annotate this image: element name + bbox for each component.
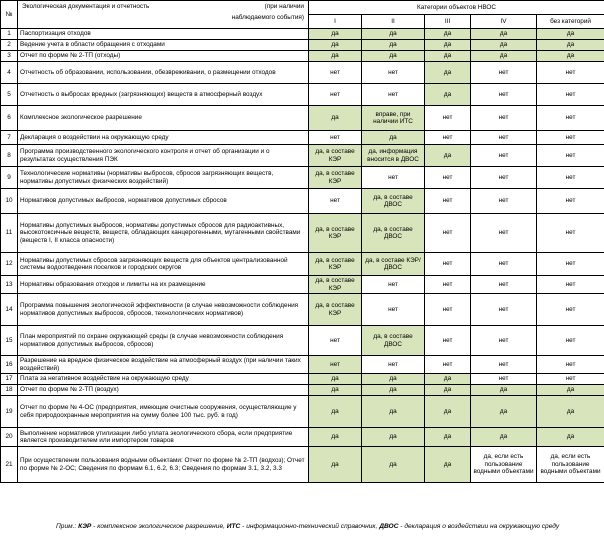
table-row [1,167,604,189]
row-number: 5 [1,84,18,106]
row-category-value: нет [537,374,604,385]
row-category-value: нет [362,167,425,189]
header-title-left: Экологическая документация и отчетность [22,3,150,10]
table-row [1,447,604,483]
row-category-value: нет [537,167,604,189]
row-category-value: нет [471,167,537,189]
note-its-text: - информационно-технический справочник, [240,523,380,530]
row-category-value: да [425,447,471,483]
table-row [1,385,604,396]
row-number: 6 [1,106,18,131]
row-category-value: нет [425,356,471,374]
row-category-value: да [425,385,471,396]
row-category-value: да [309,447,362,483]
row-document-name: Нормативы допустимых выбросов, нормативы допустимых сбросов для радиоактивных, высокотоксичные веществ, веществ, обладающих канцерогенными, мутагенными свойствами (веществ I, II класса опасности) [18,214,309,253]
row-category-value: да [362,29,425,40]
row-category-value: нет [425,214,471,253]
row-category-value: да [537,40,604,51]
row-category-value: нет [309,62,362,84]
row-category-value: нет [537,131,604,145]
row-category-value: да, в составе ДВОС [362,214,425,253]
row-category-value: да [471,396,537,428]
row-document-name: Ведение учета в области обращения с отходами [18,40,309,51]
row-category-value: да, в составе КЭР [309,145,362,167]
row-category-value: нет [471,214,537,253]
row-category-value: нет [537,326,604,356]
row-category-value: да [471,40,537,51]
row-number: 9 [1,167,18,189]
row-category-value: да [309,40,362,51]
row-category-value: нет [471,106,537,131]
row-category-value: нет [537,253,604,276]
row-category-value: нет [471,84,537,106]
row-number: 15 [1,326,18,356]
row-number: 20 [1,428,18,447]
note-its: ИТС [226,523,241,530]
row-category-value: нет [471,62,537,84]
row-number: 19 [1,396,18,428]
row-category-value: да [309,428,362,447]
row-number: 1 [1,29,18,40]
row-category-value: нет [425,106,471,131]
row-number: 11 [1,214,18,253]
header-cat-none: без категорий [537,15,604,29]
row-number: 10 [1,189,18,214]
table-row [1,189,604,214]
row-number: 21 [1,447,18,483]
row-category-value: да [362,51,425,62]
row-category-value: да [309,374,362,385]
row-document-name: Нормативы образования отходов и лимиты на их размещение [18,276,309,294]
header-num: № [1,1,18,29]
row-document-name: Плата за негативное воздействие на окружающую среду [18,374,309,385]
row-number: 13 [1,276,18,294]
row-category-value: да [425,374,471,385]
row-category-value: нет [471,294,537,326]
row-category-value: нет [537,62,604,84]
row-document-name: Разрешение на вредное физическое воздействие на атмосферный воздух (при наличии таких воздействий) [18,356,309,374]
row-category-value: нет [309,189,362,214]
row-number: 18 [1,385,18,396]
row-category-value: нет [537,356,604,374]
row-category-value: да [309,106,362,131]
row-category-value: да [362,385,425,396]
row-category-value: да, в составе КЭР [309,214,362,253]
row-category-value: нет [537,276,604,294]
table-row [1,294,604,326]
row-category-value: нет [425,294,471,326]
table-row [1,106,604,131]
row-category-value: нет [425,131,471,145]
table-row [1,214,604,253]
row-category-value: да [537,396,604,428]
row-category-value: да, в составе ДВОС [362,189,425,214]
row-category-value: нет [362,356,425,374]
row-number: 2 [1,40,18,51]
row-category-value: да [309,396,362,428]
row-number: 3 [1,51,18,62]
header-doc-title [18,1,309,29]
table-row [1,29,604,40]
row-number: 14 [1,294,18,326]
row-document-name: Технологические нормативы (нормативы выбросов, сбросов загрязняющих веществ, нормативы допустимых физических воздействий) [18,167,309,189]
row-category-value: нет [309,356,362,374]
row-number: 17 [1,374,18,385]
row-category-value: нет [537,106,604,131]
row-category-value: нет [471,356,537,374]
row-category-value: да [537,385,604,396]
row-category-value: да [425,51,471,62]
row-category-value: да, если есть пользование водными объектами [471,447,537,483]
row-category-value: да [425,84,471,106]
row-document-name: Нормативов допустимых выбросов, нормативов допустимых сбросов [18,189,309,214]
row-category-value: нет [471,276,537,294]
table-row [1,396,604,428]
note-dvos-text: - декларация о воздействии на окружающую среду [398,523,560,530]
row-category-value: нет [471,145,537,167]
row-number: 12 [1,253,18,276]
row-category-value: да [425,29,471,40]
row-number: 8 [1,145,18,167]
row-category-value: да [471,51,537,62]
row-category-value: нет [537,145,604,167]
row-category-value: да, информация вносится в ДВОС [362,145,425,167]
row-category-value: да [425,40,471,51]
row-document-name: Декларация о воздействии на окружающую среду [18,131,309,145]
row-category-value: нет [537,214,604,253]
row-category-value: да [471,29,537,40]
header-cat-3: III [425,15,471,29]
row-category-value: да [471,385,537,396]
row-category-value: нет [471,326,537,356]
row-document-name: При осуществлении пользования водными объектами: Отчет по форме № 2-ТП (водхоз); Отчет по форме № 2-ОС; Сведения по формам 6.1, 6.2, 6.3; Сведения по формам 3.1, 3.2, 3.3 [18,447,309,483]
row-category-value: нет [425,326,471,356]
table-row [1,62,604,84]
row-document-name: Выполнение нормативов утилизации либо уплата экологического сбора, если предприятие является производителем или импортером товаров [18,428,309,447]
row-category-value: да [425,428,471,447]
row-document-name: Программа производственного экологического контроля и отчет об организации и о результатах осуществления ПЭК [18,145,309,167]
row-category-value: да [362,40,425,51]
table-row [1,131,604,145]
note-dvos: ДВОС [379,523,399,530]
row-category-value: нет [537,189,604,214]
row-category-value: да [537,29,604,40]
row-category-value: да [537,51,604,62]
row-number: 16 [1,356,18,374]
table-row [1,40,604,51]
note-prefix: Прим.: [56,523,77,530]
note-ker-text: - комплексное экологическое разрешение, [91,523,227,530]
row-category-value: нет [362,62,425,84]
row-category-value: да [425,62,471,84]
table-row [1,326,604,356]
header-cat-1: I [309,15,362,29]
row-document-name: Комплексное экологическое разрешение [18,106,309,131]
table-row [1,428,604,447]
row-document-name: Программа повышения экологической эффективности (в случае невозможности соблюдения нормативов допустимых выбросов, сбросов, технологических нормативов) [18,294,309,326]
table-row [1,51,604,62]
header-title-right1: (при наличии [264,3,304,10]
row-category-value: нет [425,276,471,294]
row-category-value: да [362,131,425,145]
row-document-name: План мероприятий по охране окружающей среды (в случае невозможности соблюдения нормативов допустимых выбросов, сбросов) [18,326,309,356]
row-category-value: нет [425,167,471,189]
row-category-value: нет [362,294,425,326]
row-category-value: да, в составе ДВОС [362,326,425,356]
row-category-value: да [362,374,425,385]
row-category-value: нет [537,294,604,326]
table-row [1,374,604,385]
row-category-value: нет [362,276,425,294]
row-category-value: да [309,29,362,40]
row-document-name: Паспортизация отходов [18,29,309,40]
row-category-value: нет [471,189,537,214]
row-category-value: нет [425,253,471,276]
table-row [1,356,604,374]
footnote [56,522,601,531]
table-row [1,145,604,167]
row-category-value: да [309,385,362,396]
row-category-value: нет [537,84,604,106]
table-row [1,253,604,276]
row-document-name: Нормативы допустимых сбросов загрязняющих веществ для объектов централизованной системы водоотведения поселков и городских округов [18,253,309,276]
row-category-value: да [425,396,471,428]
row-category-value: нет [471,131,537,145]
row-category-value: нет [362,84,425,106]
row-category-value: нет [471,253,537,276]
row-document-name: Отчет по форме № 2-ТП (отходы) [18,51,309,62]
row-category-value: нет [309,84,362,106]
row-category-value: нет [425,189,471,214]
row-category-value: нет [309,131,362,145]
row-category-value: да, в составе КЭР/ДВОС [362,253,425,276]
note-ker: КЭР [78,523,92,530]
row-category-value: да [362,396,425,428]
row-category-value: да [362,428,425,447]
row-document-name: Отчет по форме № 2-ТП (воздух) [18,385,309,396]
row-document-name: Отчет по форме № 4-ОС (предприятия, имеющие очистные сооружения, осуществляющие у себя природоохранные мероприятия на сумму более 100 тыс. руб. в год) [18,396,309,428]
row-category-value: да, в составе КЭР [309,167,362,189]
row-number: 7 [1,131,18,145]
row-category-value: да, в составе КЭР [309,276,362,294]
row-category-value: да, если есть пользование водными объектами [537,447,604,483]
row-category-value: да [537,428,604,447]
row-category-value: да, в составе КЭР [309,294,362,326]
row-category-value: да [471,428,537,447]
row-document-name: Отчетность об образовании, использовании, обезвреживании, о размещении отходов [18,62,309,84]
header-cat-4: IV [471,15,537,29]
row-document-name: Отчетность о выбросах вредных (загрязняющих) веществ в атмосферный воздух [18,84,309,106]
row-category-value: да [309,51,362,62]
header-categories-title: Категории объектов НВОС [309,1,604,15]
row-category-value: вправе, при наличии ИТС [362,106,425,131]
table-row [1,84,604,106]
row-number: 4 [1,62,18,84]
row-category-value: да [425,145,471,167]
row-category-value: нет [309,326,362,356]
header-cat-2: II [362,15,425,29]
header-title-right2: наблюдаемого события) [231,14,304,21]
row-category-value: да, в составе КЭР [309,253,362,276]
table-row [1,276,604,294]
table-body [1,29,604,483]
row-category-value: да [362,447,425,483]
row-category-value: нет [471,374,537,385]
